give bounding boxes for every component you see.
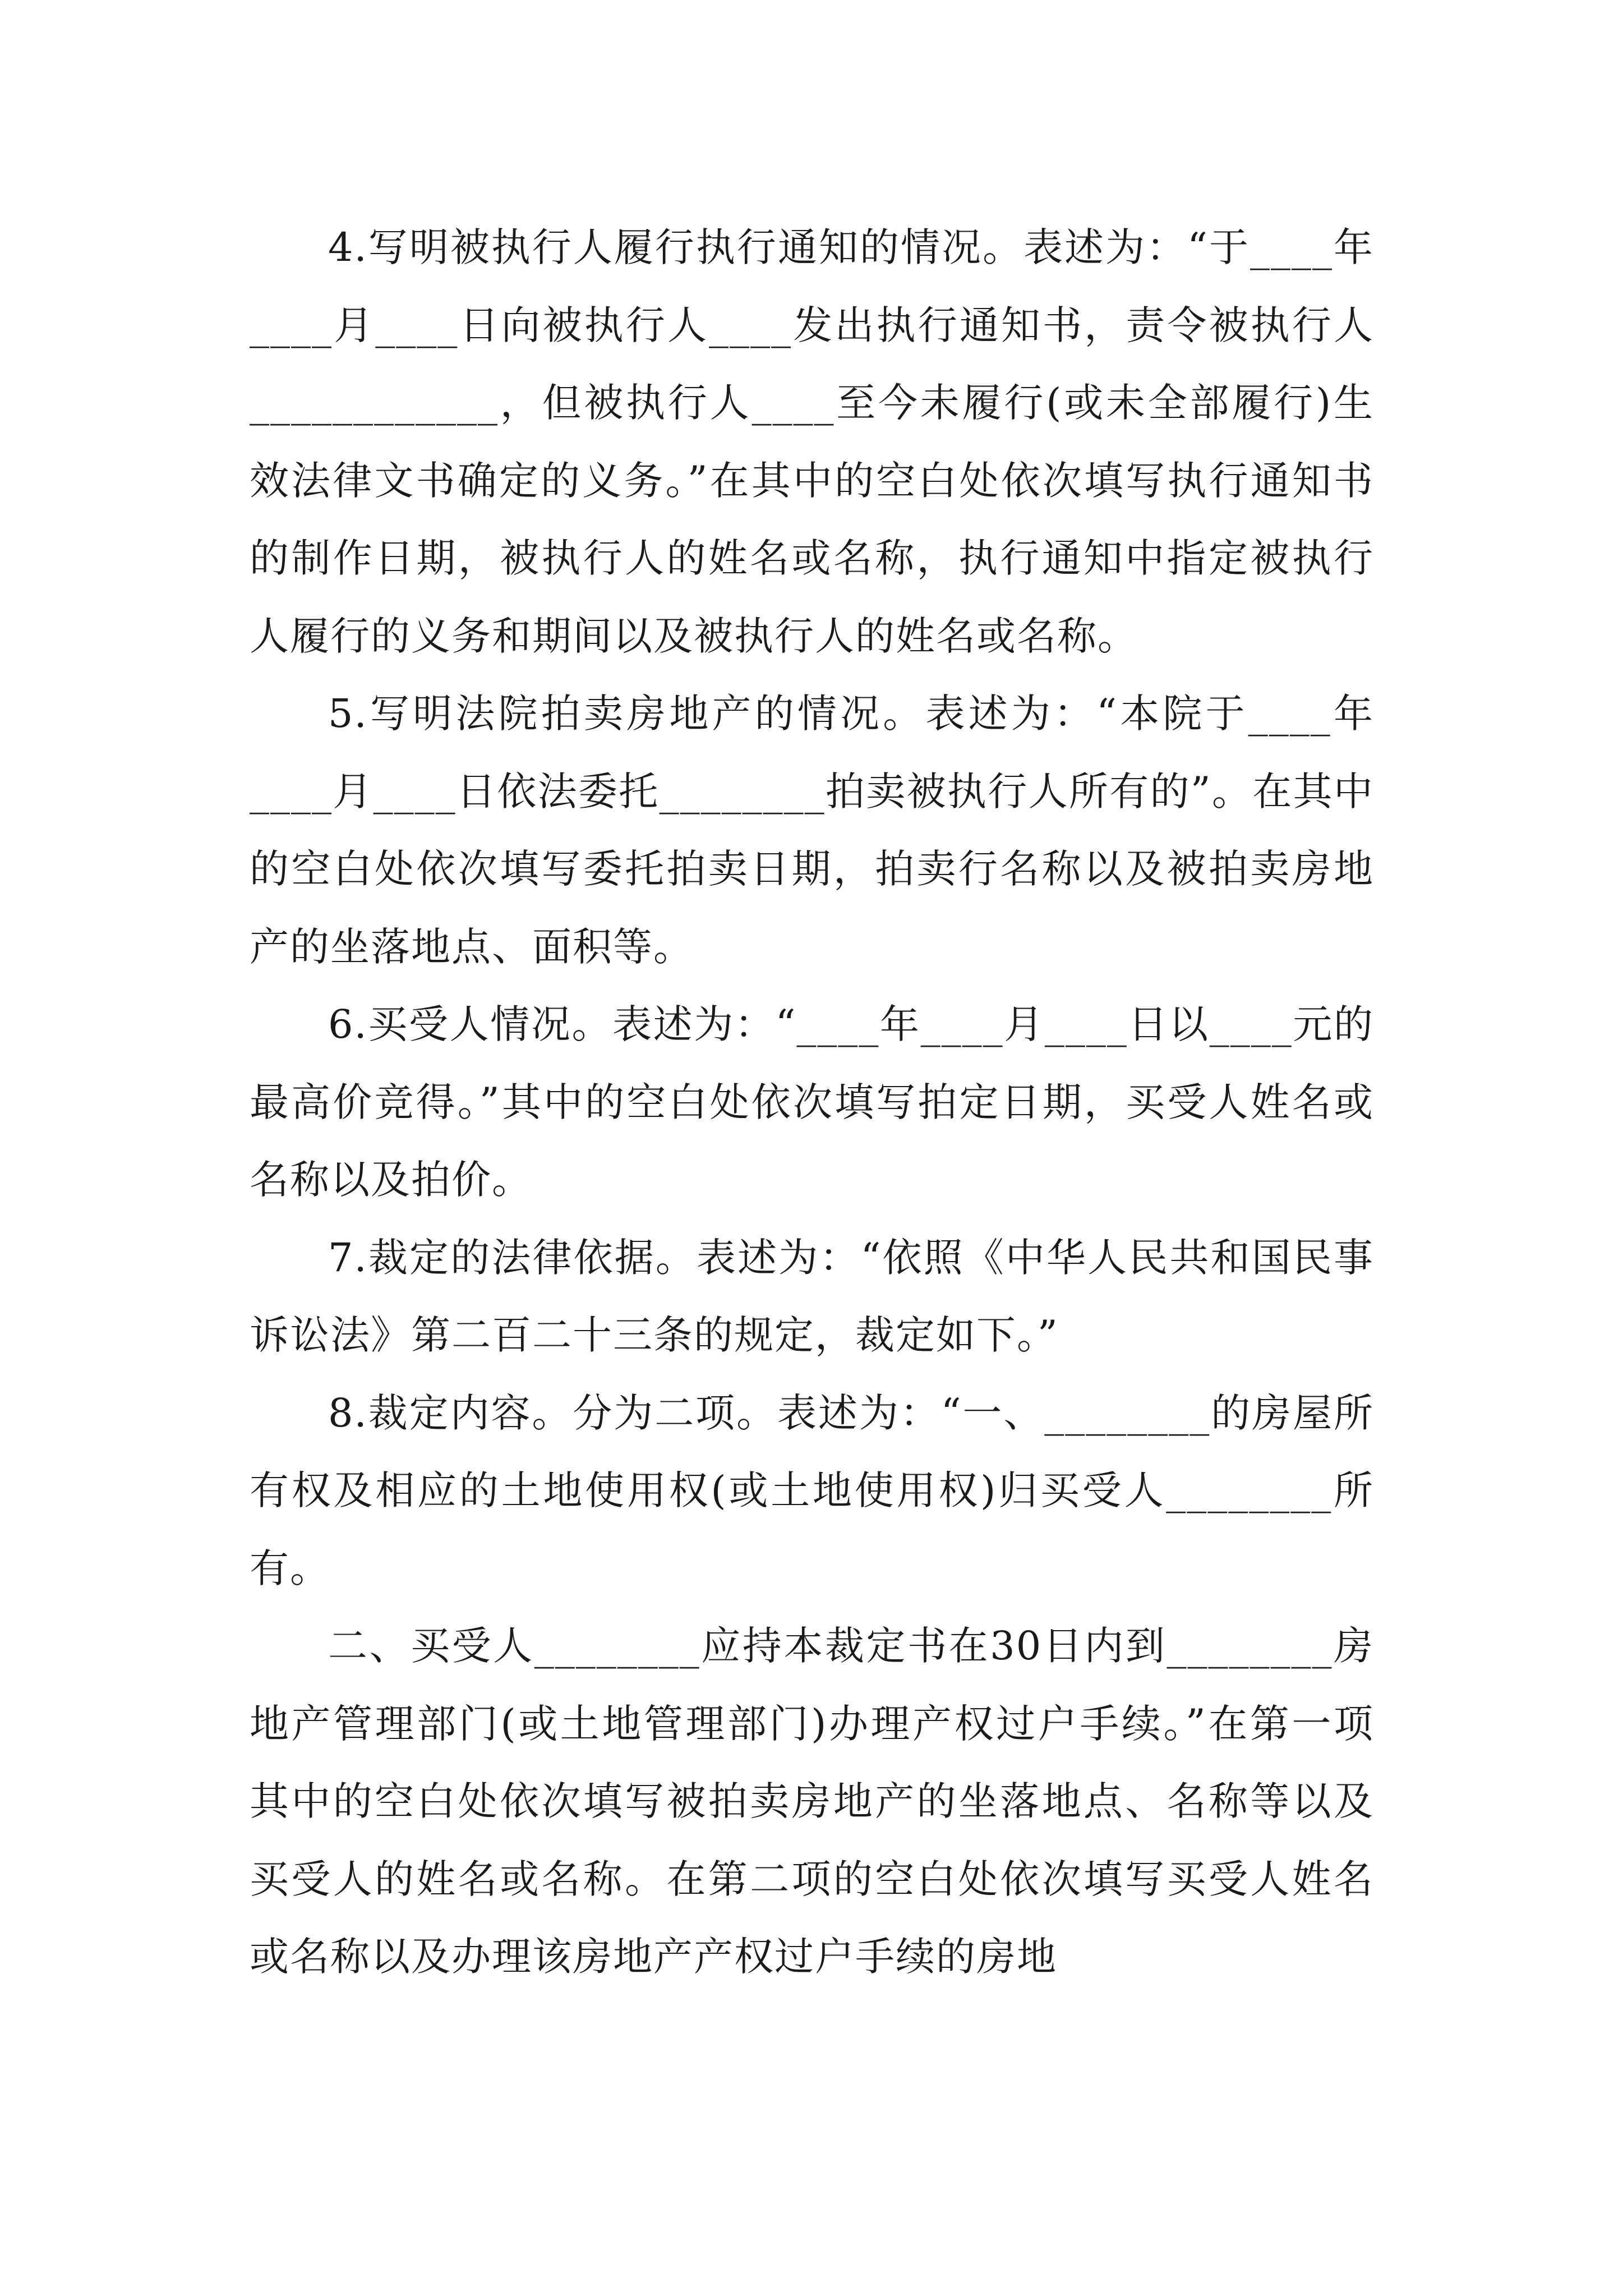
paragraph-4-execution-notice: 4.写明被执行人履行执行通知的情况。表述为：“于____年____月____日向被执行人____发出执行通知书，责令被执行人____________，但被执行人____至今未履行(或未全部履行)生效法律文书确定的义务。”在其中的空白处依次填写执行通知书的制作日期，被执行人的姓名或名称，执行通知中指定被执行人履行的义务和期间以及被执行人的姓名或名称。 xyxy=(250,224,1374,659)
document-body xyxy=(250,209,1374,1996)
paragraph-8-item-two: 二、买受人________应持本裁定书在30日内到________房地产管理部门(或土地管理部门)办理产权过户手续。”在第一项其中的空白处依次填写被拍卖房地产的坐落地点、名称等以及买受人的姓名或名称。在第二项的空白处依次填写买受人姓名或名称以及办理该房地产产权过户手续的房地 xyxy=(250,1623,1374,1980)
paragraph-5-court-auction: 5.写明法院拍卖房地产的情况。表述为：“本院于____年____月____日依法委托________拍卖被执行人所有的”。在其中的空白处依次填写委托拍卖日期，拍卖行名称以及被拍卖房地产的坐落地点、面积等。 xyxy=(250,691,1374,970)
paragraph-8-ruling-content: 8.裁定内容。分为二项。表述为：“一、________的房屋所有权及相应的土地使用权(或土地使用权)归买受人________所有。 xyxy=(250,1389,1374,1591)
paragraph-6-buyer-info: 6.买受人情况。表述为：“____年____月____日以____元的最高价竞得。”其中的空白处依次填写拍定日期，买受人姓名或名称以及拍价。 xyxy=(250,1001,1374,1203)
paragraph-7-legal-basis: 7.裁定的法律依据。表述为：“依照《中华人民共和国民事诉讼法》第二百二十三条的规定，裁定如下。” xyxy=(250,1234,1374,1358)
